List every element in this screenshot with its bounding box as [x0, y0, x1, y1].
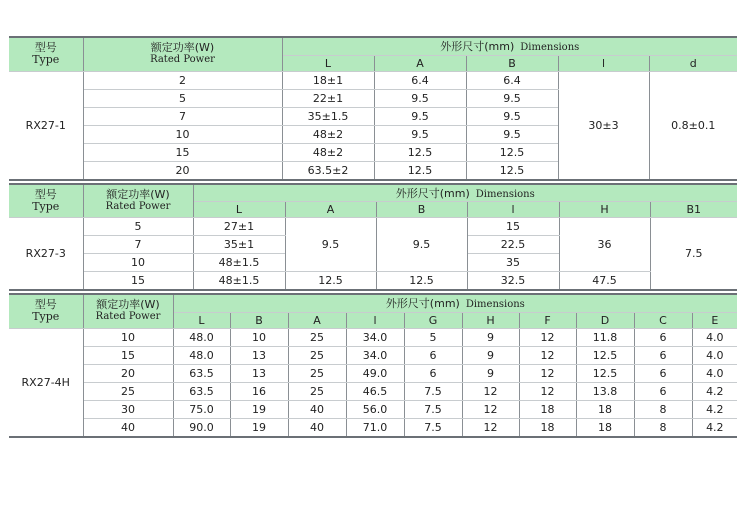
type-header: 型号 Type — [9, 37, 83, 71]
col-header: l — [467, 202, 559, 218]
table-cell: 9.5 — [466, 107, 558, 125]
table-cell: 18 — [576, 418, 634, 437]
col-header: H — [462, 312, 519, 328]
table-cell: 48±1.5 — [193, 272, 285, 291]
rated-power-header: 额定功率(W) Rated Power — [83, 294, 173, 328]
table-cell: 12.5 — [376, 272, 467, 291]
power-cell: 15 — [83, 272, 193, 291]
table-cell: 12 — [519, 382, 576, 400]
table-row — [9, 218, 737, 236]
table-cell: 90.0 — [173, 418, 230, 437]
table-cell: 9.5 — [285, 218, 376, 272]
table-cell: 35±1 — [193, 236, 285, 254]
col-header: H — [559, 202, 650, 218]
table-cell: 18 — [576, 400, 634, 418]
power-cell: 15 — [83, 143, 282, 161]
table-cell: 47.5 — [559, 272, 650, 291]
table-cell: 48±2 — [282, 143, 374, 161]
col-header: F — [519, 312, 576, 328]
col-header: A — [374, 55, 466, 71]
model-name: RX27-3 — [9, 218, 83, 291]
table-cell: 25 — [288, 346, 346, 364]
table-cell: 30±3 — [558, 71, 649, 180]
table-row — [9, 364, 737, 382]
table-cell: 48.0 — [173, 346, 230, 364]
table-cell: 4.2 — [692, 418, 737, 437]
table-cell: 12.5 — [466, 143, 558, 161]
table-cell: 8 — [634, 400, 692, 418]
table-cell: 5 — [404, 328, 462, 346]
table-cell: 12 — [462, 382, 519, 400]
table-row — [9, 382, 737, 400]
table-cell: 75.0 — [173, 400, 230, 418]
power-cell: 20 — [83, 364, 173, 382]
table-cell: 13 — [230, 346, 288, 364]
table-cell: 4.2 — [692, 382, 737, 400]
table-cell: 12 — [519, 364, 576, 382]
table-cell: 7.5 — [404, 400, 462, 418]
table-cell: 22.5 — [467, 236, 559, 254]
spec-table-rx27-1 — [9, 36, 737, 181]
dimensions-header: 外形尺寸(mm) Dimensions — [193, 184, 737, 202]
table-row — [9, 71, 737, 89]
table-cell: 12.5 — [374, 161, 466, 180]
table-cell: 40 — [288, 400, 346, 418]
table-cell: 18±1 — [282, 71, 374, 89]
table-cell: 9.5 — [376, 218, 467, 272]
table-cell: 9 — [462, 364, 519, 382]
table-cell: 15 — [467, 218, 559, 236]
table-cell: 9.5 — [374, 89, 466, 107]
spec-table-rx27-3 — [9, 183, 737, 292]
power-cell: 2 — [83, 71, 282, 89]
table-cell: 6.4 — [374, 71, 466, 89]
table-cell: 4.0 — [692, 364, 737, 382]
table-cell: 12 — [462, 418, 519, 437]
table-cell: 4.0 — [692, 328, 737, 346]
table-cell: 12 — [519, 328, 576, 346]
table-cell: 6 — [634, 346, 692, 364]
table-cell: 12.5 — [374, 143, 466, 161]
spec-page — [9, 36, 737, 438]
col-header: L — [173, 312, 230, 328]
table-cell: 6.4 — [466, 71, 558, 89]
table-row — [9, 328, 737, 346]
table-cell: 10 — [230, 328, 288, 346]
col-header: A — [285, 202, 376, 218]
power-cell: 10 — [83, 254, 193, 272]
table-cell: 11.8 — [576, 328, 634, 346]
col-header: L — [193, 202, 285, 218]
table-cell: 9.5 — [466, 125, 558, 143]
table-cell: 56.0 — [346, 400, 404, 418]
power-cell: 10 — [83, 125, 282, 143]
table-cell: 19 — [230, 400, 288, 418]
table-cell: 63.5 — [173, 364, 230, 382]
rated-power-header: 额定功率(W) Rated Power — [83, 184, 193, 218]
table-cell: 13.8 — [576, 382, 634, 400]
table-cell: 6 — [404, 364, 462, 382]
table-cell: 63.5±2 — [282, 161, 374, 180]
table-cell: 48.0 — [173, 328, 230, 346]
col-header: C — [634, 312, 692, 328]
type-header: 型号 Type — [9, 294, 83, 328]
table-cell: 18 — [519, 400, 576, 418]
col-header: E — [692, 312, 737, 328]
table-cell: 12.5 — [285, 272, 376, 291]
rated-power-header: 额定功率(W) Rated Power — [83, 37, 282, 71]
power-cell: 30 — [83, 400, 173, 418]
table-cell: 63.5 — [173, 382, 230, 400]
col-header: B — [230, 312, 288, 328]
col-header: B — [376, 202, 467, 218]
table-cell: 46.5 — [346, 382, 404, 400]
table-cell: 6 — [634, 382, 692, 400]
type-header: 型号 Type — [9, 184, 83, 218]
table-cell: 7.5 — [404, 418, 462, 437]
col-header: B — [466, 55, 558, 71]
dimensions-header: 外形尺寸(mm) Dimensions — [173, 294, 737, 312]
table-cell: 13 — [230, 364, 288, 382]
table-cell: 34.0 — [346, 328, 404, 346]
table-cell: 6 — [634, 328, 692, 346]
power-cell: 25 — [83, 382, 173, 400]
table-cell: 9.5 — [374, 125, 466, 143]
table-cell: 35 — [467, 254, 559, 272]
table-cell: 25 — [288, 328, 346, 346]
model-name: RX27-1 — [9, 71, 83, 180]
table-row — [9, 346, 737, 364]
table-cell: 0.8±0.1 — [649, 71, 737, 180]
power-cell: 5 — [83, 218, 193, 236]
table-row — [9, 272, 737, 291]
col-header: G — [404, 312, 462, 328]
power-cell: 40 — [83, 418, 173, 437]
col-header: l — [346, 312, 404, 328]
table-cell: 25 — [288, 382, 346, 400]
power-cell: 15 — [83, 346, 173, 364]
table-cell: 18 — [519, 418, 576, 437]
table-cell: 7.5 — [650, 218, 737, 291]
table-cell: 12.5 — [576, 364, 634, 382]
table-cell: 32.5 — [467, 272, 559, 291]
power-cell: 5 — [83, 89, 282, 107]
col-header: D — [576, 312, 634, 328]
table-cell: 6 — [404, 346, 462, 364]
power-cell: 7 — [83, 236, 193, 254]
model-name: RX27-4H — [9, 328, 83, 437]
table-cell: 71.0 — [346, 418, 404, 437]
col-header: B1 — [650, 202, 737, 218]
col-header: L — [282, 55, 374, 71]
table-cell: 4.2 — [692, 400, 737, 418]
col-header: A — [288, 312, 346, 328]
table-cell: 4.0 — [692, 346, 737, 364]
table-cell: 19 — [230, 418, 288, 437]
table-cell: 12 — [519, 346, 576, 364]
power-cell: 20 — [83, 161, 282, 180]
table-cell: 9.5 — [466, 89, 558, 107]
table-cell: 12.5 — [576, 346, 634, 364]
col-header: d — [649, 55, 737, 71]
table-cell: 9 — [462, 346, 519, 364]
dimensions-header: 外形尺寸(mm) Dimensions — [282, 37, 737, 55]
table-cell: 27±1 — [193, 218, 285, 236]
table-cell: 36 — [559, 218, 650, 272]
table-row — [9, 400, 737, 418]
col-header: l — [558, 55, 649, 71]
power-cell: 7 — [83, 107, 282, 125]
table-cell: 7.5 — [404, 382, 462, 400]
table-cell: 25 — [288, 364, 346, 382]
table-cell: 48±1.5 — [193, 254, 285, 272]
table-cell: 8 — [634, 418, 692, 437]
table-cell: 16 — [230, 382, 288, 400]
table-cell: 34.0 — [346, 346, 404, 364]
table-cell: 35±1.5 — [282, 107, 374, 125]
table-cell: 49.0 — [346, 364, 404, 382]
power-cell: 10 — [83, 328, 173, 346]
table-cell: 6 — [634, 364, 692, 382]
table-cell: 40 — [288, 418, 346, 437]
table-cell: 22±1 — [282, 89, 374, 107]
table-cell: 9.5 — [374, 107, 466, 125]
table-row — [9, 418, 737, 437]
table-cell: 12.5 — [466, 161, 558, 180]
table-cell: 48±2 — [282, 125, 374, 143]
spec-table-rx27-4h — [9, 293, 737, 438]
table-cell: 12 — [462, 400, 519, 418]
table-cell: 9 — [462, 328, 519, 346]
